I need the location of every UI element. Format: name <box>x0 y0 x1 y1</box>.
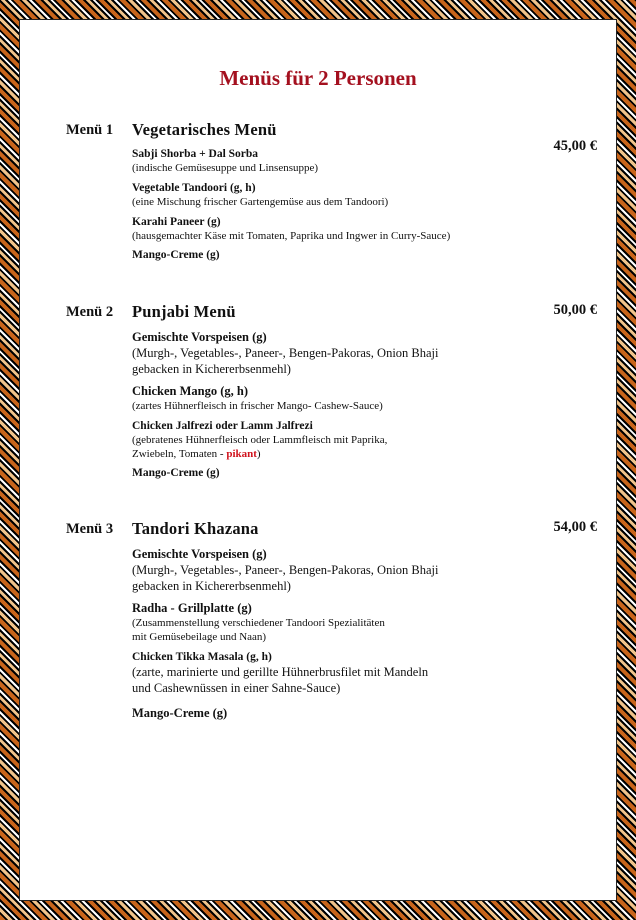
menu-3-name: Tandori Khazana <box>132 519 259 538</box>
menu-2-label: Menü 2 <box>66 304 114 320</box>
dish-description: (hausgemachter Käse mit Tomaten, Paprika und Ingwer in Curry-Sauce) <box>132 230 451 242</box>
menu-3-section <box>66 519 601 727</box>
dish-name: Radha - Grillplatte (g) <box>132 601 252 615</box>
menu-1-name: Vegetarisches Menü <box>132 120 277 139</box>
menu-2-price: 50,00 € <box>553 302 597 318</box>
dish-description-line-1: (gebratenes Hühnerfleisch oder Lammfleisch mit Paprika, <box>132 434 388 446</box>
dish-description-line-2: und Cashewnüssen in einer Sahne-Sauce) <box>132 681 341 695</box>
menu-2-section <box>66 302 601 485</box>
menu-2-dish-2 <box>132 383 512 413</box>
menu-1-section <box>66 120 601 267</box>
dish-description: (eine Mischung frischer Gartengemüse aus dem Tandoori) <box>132 196 389 208</box>
menu-3-dessert: Mango-Creme (g) <box>132 706 228 720</box>
dish-description-line-1: (Zusammenstellung verschiedener Tandoori Spezialitäten <box>132 617 385 629</box>
dish-description-text: Zwiebeln, Tomaten - <box>132 448 227 460</box>
dish-name: Chicken Mango (g, h) <box>132 384 248 398</box>
menu-3-price: 54,00 € <box>553 519 597 535</box>
dish-name: Chicken Tikka Masala (g, h) <box>132 651 272 663</box>
dish-name: Gemischte Vorspeisen (g) <box>132 330 267 344</box>
menu-2-dish-3 <box>132 419 512 461</box>
menu-3-dish-3 <box>132 650 512 696</box>
dish-description-line-2: gebacken in Kichererbsenmehl) <box>132 579 291 593</box>
dish-description: (indische Gemüsesuppe und Linsensuppe) <box>132 162 319 174</box>
dish-description-end: ) <box>256 448 261 460</box>
menu-1-label: Menü 1 <box>66 122 114 138</box>
dish-description-line-1: (Murgh-, Vegetables-, Paneer-, Bengen-Pakoras, Onion Bhaji <box>132 346 439 360</box>
menu-1-dish-1 <box>132 147 512 175</box>
menu-1-dish-2 <box>132 181 512 209</box>
menu-3-label: Menü 3 <box>66 521 114 537</box>
menu-1-dessert: Mango-Creme (g) <box>132 249 220 261</box>
menu-1-dish-3 <box>132 215 512 243</box>
dish-description-line-2 <box>132 447 512 461</box>
menu-3-dish-2 <box>132 600 512 644</box>
menu-3-dish-1 <box>132 546 512 594</box>
menu-1-body <box>132 120 512 261</box>
menu-3-body <box>132 519 512 721</box>
dish-name: Gemischte Vorspeisen (g) <box>132 547 267 561</box>
dish-name: Chicken Jalfrezi oder Lamm Jalfrezi <box>132 420 313 432</box>
dish-name: Sabji Shorba + Dal Sorba <box>132 148 259 160</box>
dish-description: (zartes Hühnerfleisch in frischer Mango- Cashew-Sauce) <box>132 400 383 412</box>
menu-2-dessert: Mango-Creme (g) <box>132 467 220 479</box>
dish-description-line-1: (zarte, marinierte und gerillte Hühnerbrusfilet mit Mandeln <box>132 665 429 679</box>
spicy-label: pikant <box>226 448 257 460</box>
dish-description-line-2: gebacken in Kichererbsenmehl) <box>132 362 291 376</box>
dish-description-line-1: (Murgh-, Vegetables-, Paneer-, Bengen-Pakoras, Onion Bhaji <box>132 563 439 577</box>
menu-1-price: 45,00 € <box>553 138 597 154</box>
page-title: Menüs für 2 Personen <box>219 66 417 90</box>
menu-2-body <box>132 302 512 479</box>
menu-2-dish-1 <box>132 329 512 377</box>
menu-2-name: Punjabi Menü <box>132 302 236 321</box>
dish-description-line-2: mit Gemüsebeilage und Naan) <box>132 631 267 643</box>
dish-name: Vegetable Tandoori (g, h) <box>132 182 256 194</box>
dish-name: Karahi Paneer (g) <box>132 216 221 228</box>
